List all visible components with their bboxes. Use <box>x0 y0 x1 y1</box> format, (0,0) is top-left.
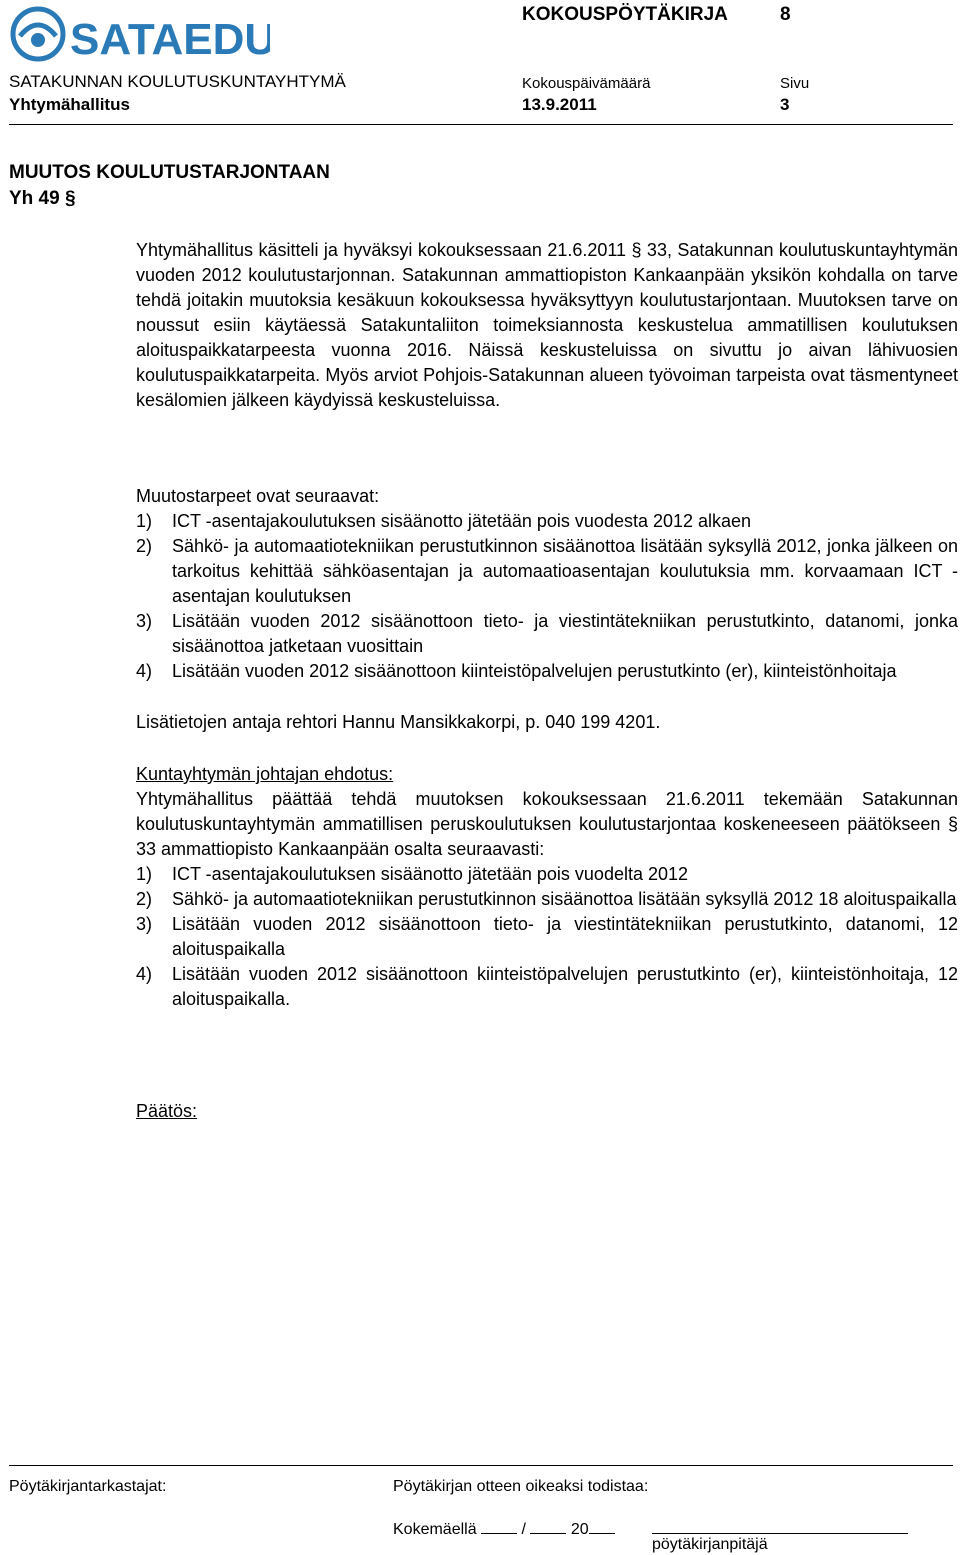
organization-name: SATAKUNNAN KOULUTUSKUNTAYHTYMÄ <box>9 72 346 91</box>
section-code: Yh 49 § <box>9 188 76 209</box>
intro-paragraph: Yhtymähallitus käsitteli ja hyväksyi kokouksessaan 21.6.2011 § 33, Satakunnan koulutuskuntayhtymän vuoden 2012 koulutustarjonnan. Satakunnan ammattiopiston Kankaanpään yksikön kohdalla on tarve tehdä joitakin muutoksia kesäkuun kokouksessa hyväksyttyyn koulutustarjontaan. Muutoksen tarve on noussut esiin käytäessä Satakuntaliiton toimeksiannosta keskustelua ammatillisen koulutuksen aloituspaikkatarpeesta vuonna 2016. Näissä keskusteluissa on sivuttu jo aivan lähivuosien koulutuspaikkatarpeita. Myös arviot Pohjois-Satakunnan alueen työvoiman tarpeista ovat täsmentyneet kesälomien jälkeen käydyissä keskusteluissa. <box>136 240 958 410</box>
document-page-number: 8 <box>780 4 791 25</box>
day-blank <box>481 1518 517 1534</box>
proposal-block <box>136 762 958 1012</box>
list-item <box>136 534 958 609</box>
item-text: Lisätään vuoden 2012 sisäänottoon kiinteistöpalvelujen perustutkinto (er), kiinteistönhoitaja, 12 aloituspaikalla. <box>172 964 958 1009</box>
item-text: ICT -asentajakoulutuksen sisäänotto jätetään pois vuodesta 2012 alkaen <box>172 511 752 531</box>
header-divider <box>9 124 953 125</box>
item-text: Lisätään vuoden 2012 sisäänottoon tieto- ja viestintätekniikan perustutkinto, datanomi, jonka sisäänottoa jatketaan vuosittain <box>172 611 958 656</box>
proposal-list <box>136 862 958 1012</box>
item-text: Sähkö- ja automaatiotekniikan perustutkinnon sisäänottoa lisätään syksyllä 2012, jonka jälkeen on tarkoitus kehittää sähköasentajan ja automaatioasentajan koulutuksia mm. korvaamaan ICT -asentajan koulutuksen <box>172 536 958 606</box>
needs-heading: Muutostarpeet ovat seuraavat: <box>136 486 380 506</box>
footer-divider <box>9 1465 953 1466</box>
list-item <box>136 962 958 1012</box>
keeper-label: pöytäkirjanpitäjä <box>652 1536 768 1553</box>
sataedu-logo <box>10 6 270 62</box>
board-name: Yhtymähallitus <box>9 95 130 114</box>
item-number: 2) <box>136 536 153 556</box>
reviewers-label: Pöytäkirjantarkastajat: <box>9 1478 167 1495</box>
section-title: MUUTOS KOULUTUSTARJONTAAN <box>9 162 330 183</box>
date-slash: / <box>521 1521 526 1538</box>
decision-block <box>136 1099 958 1124</box>
list-item <box>136 609 958 659</box>
certified-label: Pöytäkirjan otteen oikeaksi todistaa: <box>393 1478 649 1495</box>
proposal-text: Yhtymähallitus päättää tehdä muutoksen kokouksessaan 21.6.2011 tekemään Satakunnan koulutuskuntayhtymän ammatillisen peruskoulutuksen koulutustarjontaa koskeneeseen päätökseen § 33 ammattiopisto Kankaanpään osalta seuraavasti: <box>136 789 958 859</box>
list-item <box>136 862 958 887</box>
list-item <box>136 887 958 912</box>
item-text: Lisätään vuoden 2012 sisäänottoon kiinteistöpalvelujen perustutkinto (er), kiinteistönhoitaja <box>172 661 897 681</box>
item-number: 2) <box>136 889 153 909</box>
date-label: Kokouspäivämäärä <box>522 75 651 92</box>
proposal-heading: Kuntayhtymän johtajan ehdotus: <box>136 764 394 784</box>
list-item <box>136 509 958 534</box>
item-number: 3) <box>136 914 153 934</box>
svg-text:SATAEDU: SATAEDU <box>70 15 270 62</box>
year-blank <box>589 1518 615 1534</box>
meeting-date: 13.9.2011 <box>522 95 597 114</box>
item-number: 4) <box>136 661 153 681</box>
page-number: 3 <box>780 95 790 114</box>
needs-block <box>136 484 958 684</box>
item-text: ICT -asentajakoulutuksen sisäänotto jätetään pois vuodelta 2012 <box>172 864 689 884</box>
contact-info: Lisätietojen antaja rehtori Hannu Mansikkakorpi, p. 040 199 4201. <box>136 712 661 732</box>
item-number: 3) <box>136 611 153 631</box>
list-item <box>136 912 958 962</box>
list-item <box>136 659 958 684</box>
info-block <box>136 710 958 735</box>
year-prefix: 20 <box>570 1521 589 1538</box>
signature-place-date <box>393 1518 615 1540</box>
place-name: Kokemäellä <box>393 1521 477 1538</box>
page-label: Sivu <box>780 75 810 92</box>
item-number: 1) <box>136 511 153 531</box>
item-text: Sähkö- ja automaatiotekniikan perustutkinnon sisäänottoa lisätään syksyllä 2012 18 aloituspaikalla <box>172 889 957 909</box>
decision-heading: Päätös: <box>136 1101 198 1121</box>
intro-block <box>136 238 958 413</box>
month-blank <box>530 1518 566 1534</box>
item-number: 4) <box>136 964 153 984</box>
signature-line <box>652 1533 908 1534</box>
sataedu-logo-mark-icon <box>10 6 270 62</box>
document-type: KOKOUSPÖYTÄKIRJA <box>522 4 728 25</box>
item-text: Lisätään vuoden 2012 sisäänottoon tieto- ja viestintätekniikan perustutkinto, datanomi, 12 aloituspaikalla <box>172 914 958 959</box>
needs-list <box>136 509 958 684</box>
item-number: 1) <box>136 864 153 884</box>
